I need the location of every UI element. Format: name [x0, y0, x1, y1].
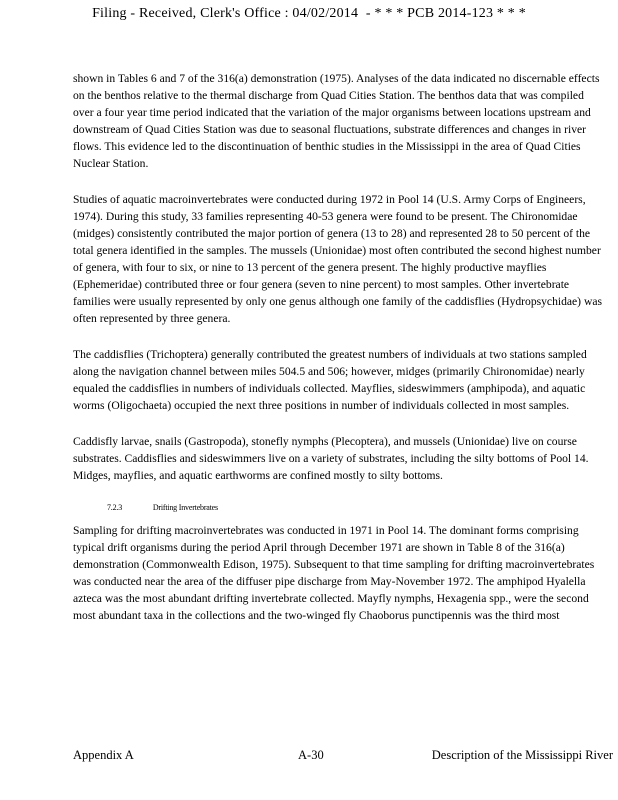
section-title: Drifting Invertebrates — [152, 503, 218, 512]
filing-stamp: Filing - Received, Clerk's Office : 04/02/2014 — [92, 6, 359, 21]
paragraph-caddisflies: The caddisflies (Trichoptera) generally contributed the greatest numbers of individuals at two stations sampled along the navigation channel between miles 504.5 and 506; however, midges (primarily Chironomidae) nearly equaled the caddisflies in numbers of individuals collected. Mayflies, sideswimmers (amphipoda), and aquatic worms (Oligochaeta) occupied the next three positions in number of individuals collected in most samples. — [73, 348, 587, 412]
paragraph-drifting-sampling: Sampling for drifting macroinvertebrates was conducted in 1971 in Pool 14. The dominant forms comprising typical drift organisms during the period April through December 1971 are shown in Table 8 of the 316(a) demonstration (Commonwealth Edison, 1975). Subsequent to that time sampling for drifting macroinvertebrates was conducted near the area of the diffuser pipe discharge from May-November 1972. The amphipod Hyalella azteca was the most abundant drifting invertebrate collected. Mayfly nymphs, Hexagenia spp., were the second most abundant taxa in the collections and the two-winged fly Chaoborus punctipennis was the third most — [73, 524, 595, 622]
footer-section-name: Description of the Mississippi River — [431, 748, 613, 762]
footer-appendix: Appendix A — [73, 748, 134, 762]
document-body — [73, 70, 603, 643]
section-heading — [107, 499, 603, 516]
paragraph-benthos-summary: shown in Tables 6 and 7 of the 316(a) demonstration (1975). Analyses of the data indicated no discernable effects on the benthos relative to the thermal discharge from Quad Cities Station. The benthos data that was compiled over a four year time period indicated that the variation of the major organisms between locations upstream and downstream of Quad Cities Station was due to seasonal fluctuations, substrate differences and changes in river flows. This evidence led to the discontinuation of benthic studies in the Mississippi in the area of Quad Cities Nuclear Station. — [73, 72, 600, 170]
paragraph-macroinvertebrate-studies: Studies of aquatic macroinvertebrates were conducted during 1972 in Pool 14 (U.S. Army Corps of Engineers, 1974). During this study, 33 families representing 40-53 genera were found to be present. The Chironomidae (midges) consistently contributed the major portion of genera (13 to 28) and represented 28 to 50 percent of the total genera identified in the samples. The mussels (Unionidae) most often contributed the second highest number of genera, with four to six, or nine to 13 percent of the genera present. The highly productive mayflies (Ephemeridae) contributed three or four genera (seven to nine percent) to most samples. Other invertebrate families were usually represented by only one genus although one family of the caddisflies (Hydropsychidae) was often represented by three genera. — [73, 193, 602, 325]
page-footer — [73, 748, 613, 766]
docket-number: - * * * PCB 2014-123 * * * — [365, 6, 526, 21]
filing-header — [0, 6, 618, 22]
section-number: 7.2.3 — [107, 503, 123, 512]
paragraph-substrates: Caddisfly larvae, snails (Gastropoda), stonefly nymphs (Plecoptera), and mussels (Unionidae) live on course substrates. Caddisflies and sideswimmers live on a variety of substrates, including the silty bottoms of Pool 14. Midges, mayflies, and aquatic earthworms are confined mostly to silty bottoms. — [73, 435, 589, 482]
footer-page-number: A-30 — [298, 748, 324, 762]
